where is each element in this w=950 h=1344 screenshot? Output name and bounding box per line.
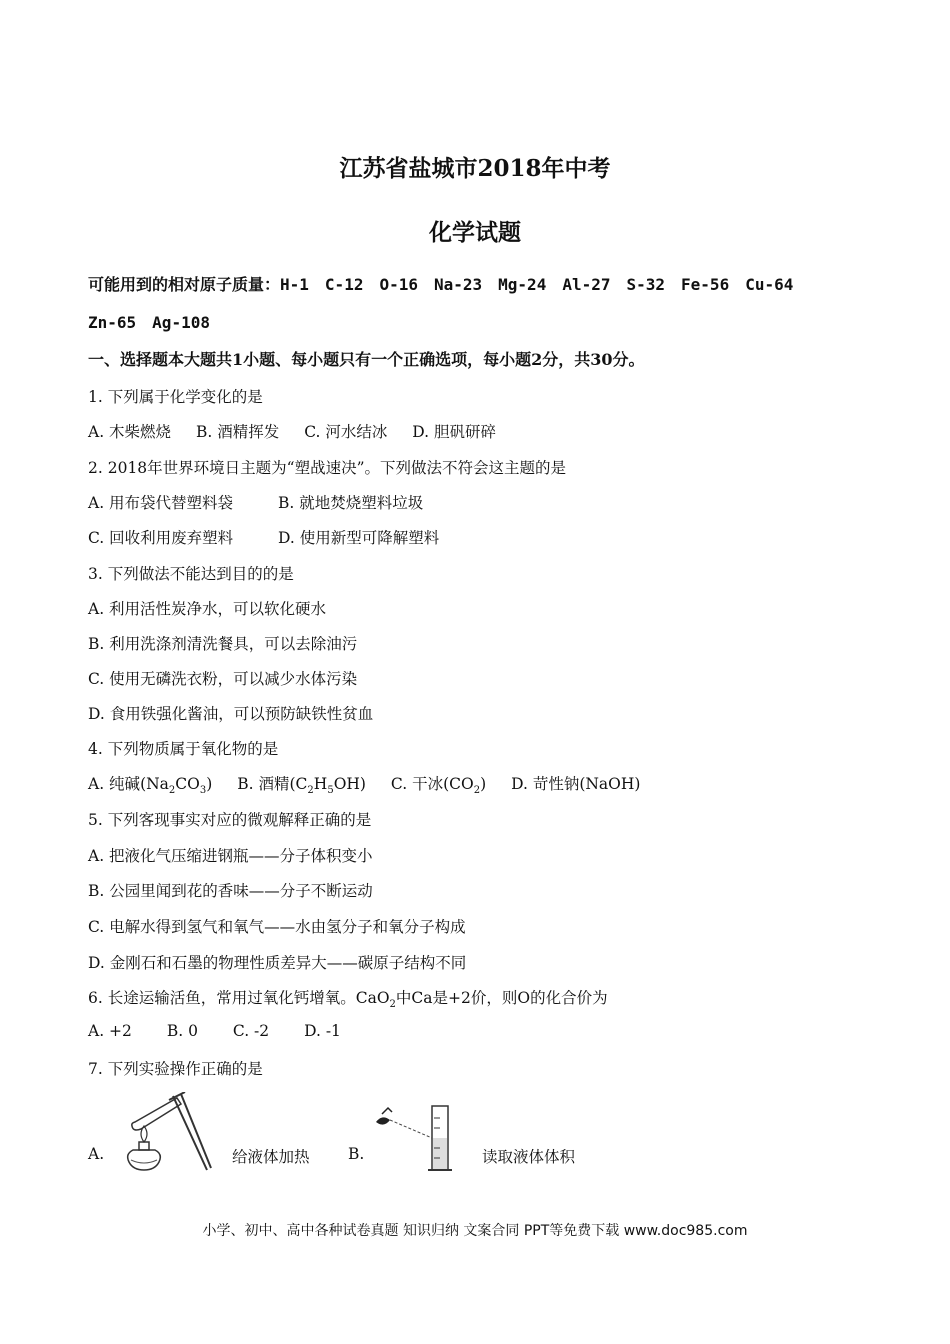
option: B. 0 xyxy=(166,1022,198,1040)
option: D. 食用铁强化酱油，可以预防缺铁性贫血 xyxy=(88,705,374,723)
option: A. 用布袋代替塑料袋 xyxy=(88,494,234,512)
question-options xyxy=(88,772,640,796)
option: B. 公园里闻到花的香味——分子不断运动 xyxy=(88,882,373,900)
question-stem: 7. 下列实验操作正确的是 xyxy=(88,1060,263,1078)
option: C. -2 xyxy=(232,1022,270,1040)
stem-part: 中Ca是+2价，则O的化合价为 xyxy=(395,989,608,1007)
option: A. 利用活性炭净水，可以软化硬水 xyxy=(88,600,327,618)
formula: $(C_2H_5OH)$ xyxy=(289,775,366,797)
option: B. 酒精 xyxy=(237,775,290,793)
atomic-mass: Na-23 xyxy=(433,275,483,294)
option: C. 回收利用废弃塑料 xyxy=(88,529,234,547)
atomic-mass: Cu-64 xyxy=(745,275,794,294)
heating-liquid-figure xyxy=(115,1092,215,1178)
option: D. 金刚石和石墨的物理性质差异大——碳原子结构不同 xyxy=(88,954,467,972)
option: A. 木柴燃烧 xyxy=(88,423,172,441)
atomic-mass: Mg-24 xyxy=(498,275,547,294)
option: A. +2 xyxy=(88,1022,132,1040)
question-stem: 4. 下列物质属于氧化物的是 xyxy=(88,740,279,758)
page-subtitle: 化学试题 xyxy=(429,219,521,246)
atomic-mass: Al-27 xyxy=(562,275,611,294)
option: D. -1 xyxy=(304,1022,341,1040)
atomic-mass: H-1 xyxy=(280,275,309,294)
page-title: 江苏省盐城市2018年中考 xyxy=(339,155,611,182)
option-label: A. xyxy=(88,1145,105,1163)
question-stem: 3. 下列做法不能达到目的的是 xyxy=(88,565,294,583)
question-options xyxy=(88,420,496,442)
atomic-masses xyxy=(88,266,868,342)
option-caption: 读取液体体积 xyxy=(482,1148,576,1166)
atomic-mass: O-16 xyxy=(379,275,418,294)
option: B. 酒精挥发 xyxy=(196,423,280,441)
question-stem: 5. 下列客现事实对应的微观解释正确的是 xyxy=(88,811,372,829)
option: C. 电解水得到氢气和氧气——水由氢分子和氧分子构成 xyxy=(88,918,466,936)
stem-part: 6. 长途运输活鱼，常用过氧化钙增氧。 xyxy=(88,989,356,1007)
atomic-mass: C-12 xyxy=(324,275,364,294)
option: C. 干冰 xyxy=(390,775,444,793)
option: D. 使用新型可降解塑料 xyxy=(278,529,440,547)
section-heading: 一、选择题本大题共1小题、每小题只有一个正确选项，每小题2分，共30分。 xyxy=(88,350,645,369)
option: B. 利用洗涤剂清洗餐具，可以去除油污 xyxy=(88,635,358,653)
option: B. 就地焚烧塑料垃圾 xyxy=(278,494,424,512)
reading-volume-figure xyxy=(372,1100,462,1180)
formula: $(Na_2CO_3)$ xyxy=(140,775,213,797)
atomic-mass: Fe-56 xyxy=(681,275,730,294)
atomic-mass: Ag-108 xyxy=(152,313,210,332)
question-stem: 1. 下列属于化学变化的是 xyxy=(88,388,263,406)
option: D. 胆矾研碎 xyxy=(412,423,497,441)
formula: CaO$_2$ xyxy=(355,989,396,1011)
question-options xyxy=(88,491,423,513)
question-options xyxy=(88,526,439,548)
option-label: B. xyxy=(348,1145,365,1163)
option: A. 把液化气压缩进钢瓶——分子体积变小 xyxy=(88,847,373,865)
formula: $(CO_2)$ xyxy=(443,775,487,797)
atomic-mass: Zn-65 xyxy=(88,313,137,332)
page-footer: 小学、初中、高中各种试卷真题 知识归纳 文案合同 PPT等免费下载 www.doc985.com xyxy=(202,1223,748,1239)
option: A. 纯碱 xyxy=(88,775,141,793)
option: C. 使用无磷洗衣粉，可以减少水体污染 xyxy=(88,670,358,688)
option: D. 苛性钠(NaOH) xyxy=(511,775,641,793)
atomic-mass: S-32 xyxy=(626,275,666,294)
option-caption: 给液体加热 xyxy=(232,1148,310,1166)
option: C. 河水结冰 xyxy=(304,423,388,441)
question-options xyxy=(88,1022,341,1040)
question-stem xyxy=(88,986,608,1010)
question-stem: 2. 2018年世界环境日主题为“塑战速决”。下列做法不符会这主题的是 xyxy=(88,459,567,477)
atomic-masses-label: 可能用到的相对原子质量： xyxy=(88,275,281,294)
